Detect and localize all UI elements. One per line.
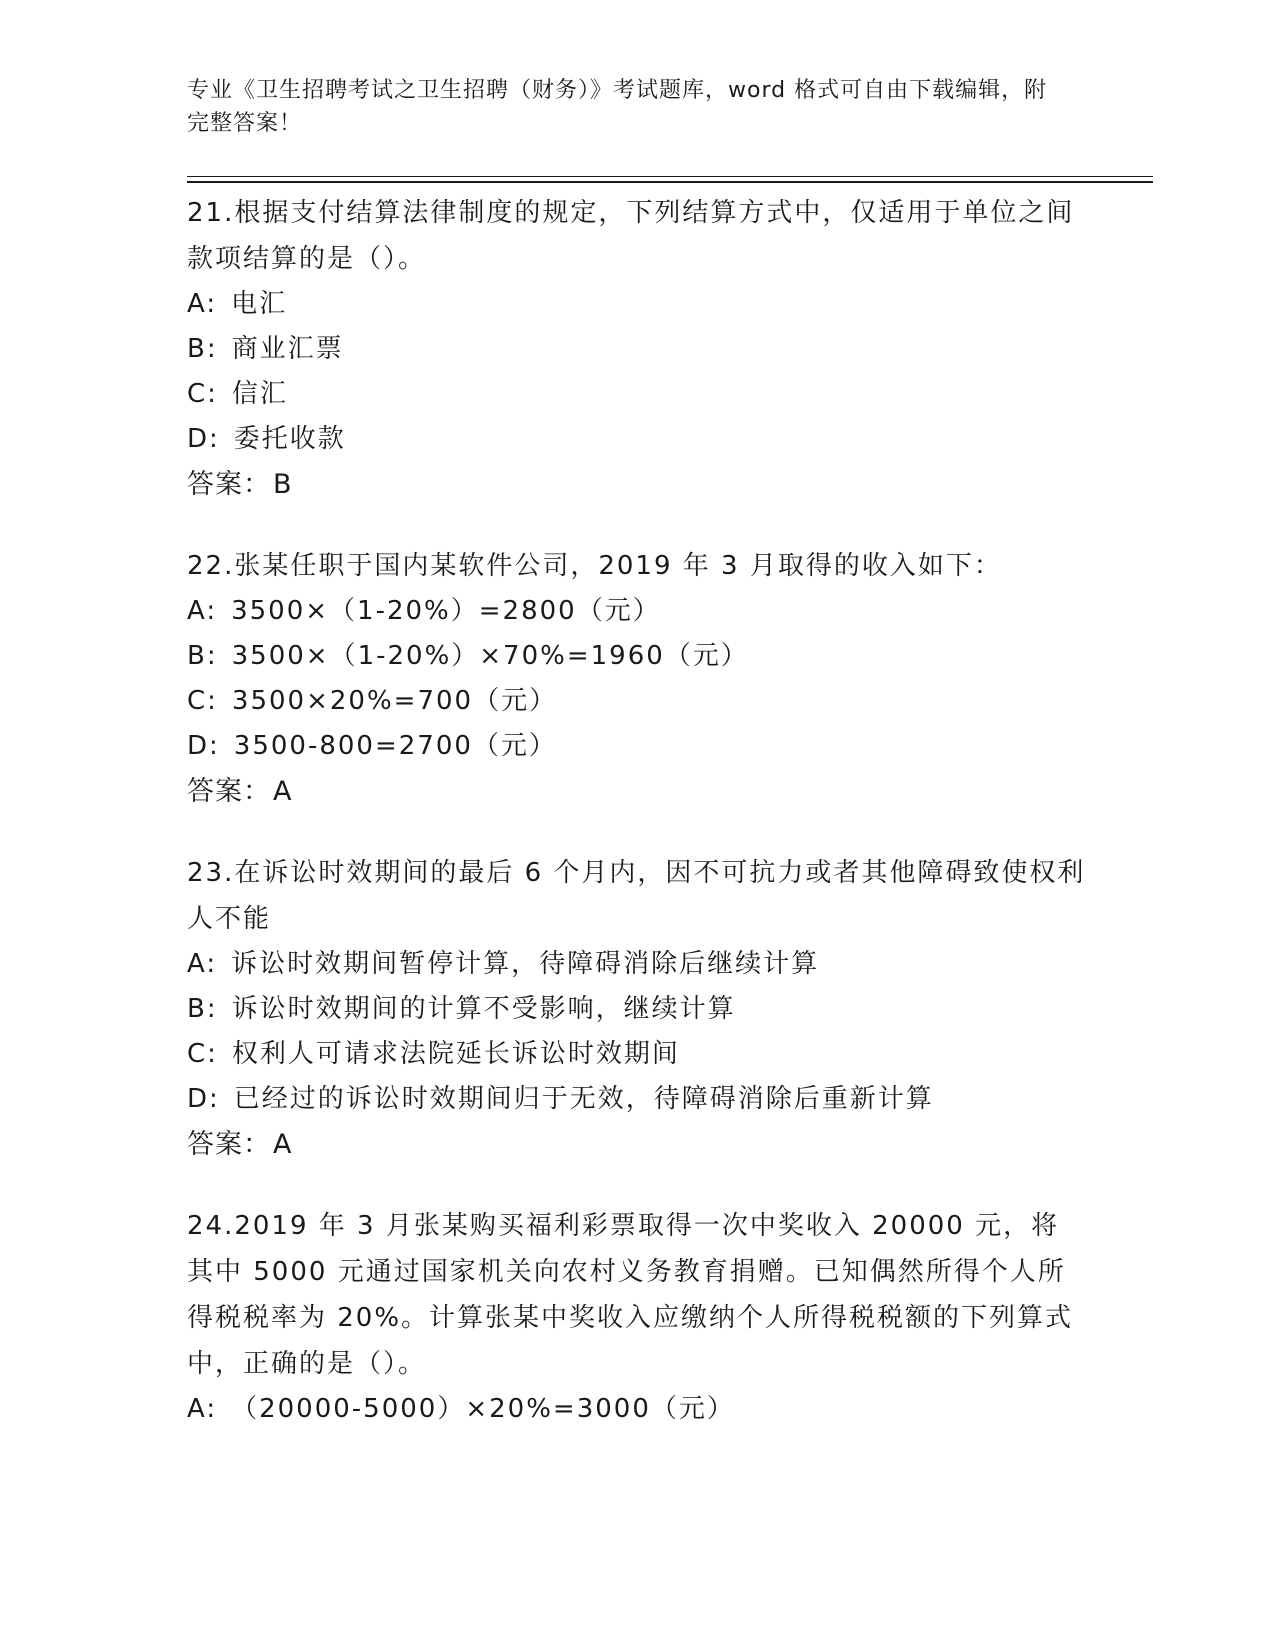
question-23 xyxy=(187,850,1087,1168)
option-text: 商业汇票 xyxy=(231,334,344,364)
answer-label: 答案： xyxy=(187,776,271,807)
option-letter: C: xyxy=(187,1039,218,1069)
answer-label: 答案： xyxy=(187,469,271,500)
option-text: （20000-5000）×20%=3000（元） xyxy=(231,1394,735,1424)
option-letter: B: xyxy=(187,641,218,671)
option-a xyxy=(187,942,1087,987)
answer-line xyxy=(187,462,1087,508)
option-text: 3500×（1-20%）=2800（元） xyxy=(231,596,661,626)
option-a xyxy=(187,1387,1087,1432)
option-d xyxy=(187,417,1087,462)
option-d xyxy=(187,1077,1087,1122)
option-list xyxy=(187,1387,1087,1432)
option-letter: A: xyxy=(187,949,218,979)
answer-value: B xyxy=(273,469,293,500)
question-text: 24.2019 年 3 月张某购买福利彩票取得一次中奖收入 20000 元，将其中 5000 元通过国家机关向农村义务教育捐赠。已知偶然所得个人所得税税率为 20%。计算张某中奖收入应缴纳个人所得税税额的下列算式中，正确的是（）。 xyxy=(187,1211,1074,1379)
option-c xyxy=(187,372,1087,417)
option-text: 诉讼时效期间的计算不受影响，继续计算 xyxy=(231,994,736,1024)
question-21 xyxy=(187,190,1087,508)
answer-label: 答案： xyxy=(187,1129,271,1160)
question-text: 23.在诉讼时效期间的最后 6 个月内，因不可抗力或者其他障碍致使权利人不能 xyxy=(187,858,1086,934)
header-divider-thin xyxy=(187,176,1153,177)
question-text: 22.张某任职于国内某软件公司，2019 年 3 月取得的收入如下： xyxy=(187,551,1002,581)
option-letter: C: xyxy=(187,379,218,409)
header-divider-thick xyxy=(187,181,1153,183)
option-text: 电汇 xyxy=(231,289,288,319)
document-header: 专业《卫生招聘考试之卫生招聘（财务）》考试题库，word 格式可自由下载编辑，附完整答案！ xyxy=(187,78,1048,136)
question-22 xyxy=(187,543,1087,815)
option-list xyxy=(187,942,1087,1122)
answer-value: A xyxy=(273,1129,293,1160)
option-a xyxy=(187,589,1087,634)
option-d xyxy=(187,724,1087,769)
option-text: 3500×（1-20%）×70%=1960（元） xyxy=(231,641,749,671)
option-letter: D: xyxy=(187,731,220,761)
option-letter: D: xyxy=(187,1084,220,1114)
option-b xyxy=(187,634,1087,679)
answer-value: A xyxy=(273,776,293,807)
question-text: 21.根据支付结算法律制度的规定，下列结算方式中，仅适用于单位之间款项结算的是（）。 xyxy=(187,198,1075,274)
option-c xyxy=(187,679,1087,724)
option-letter: B: xyxy=(187,334,218,364)
answer-line xyxy=(187,1122,1087,1168)
option-text: 3500×20%=700（元） xyxy=(231,686,558,716)
option-text: 信汇 xyxy=(231,379,288,409)
option-list xyxy=(187,589,1087,769)
option-letter: C: xyxy=(187,686,218,716)
option-text: 3500-800=2700（元） xyxy=(233,731,557,761)
question-24 xyxy=(187,1203,1087,1432)
option-text: 诉讼时效期间暂停计算，待障碍消除后继续计算 xyxy=(231,949,820,979)
option-b xyxy=(187,327,1087,372)
question-list xyxy=(187,190,1087,1467)
option-list xyxy=(187,282,1087,462)
option-letter: B: xyxy=(187,994,218,1024)
option-letter: D: xyxy=(187,424,220,454)
option-text: 权利人可请求法院延长诉讼时效期间 xyxy=(231,1039,680,1069)
option-c xyxy=(187,1032,1087,1077)
answer-line xyxy=(187,769,1087,815)
option-letter: A: xyxy=(187,596,218,626)
option-b xyxy=(187,987,1087,1032)
option-letter: A: xyxy=(187,1394,218,1424)
option-letter: A: xyxy=(187,289,218,319)
option-text: 已经过的诉讼时效期间归于无效，待障碍消除后重新计算 xyxy=(233,1084,934,1114)
option-a xyxy=(187,282,1087,327)
option-text: 委托收款 xyxy=(233,424,346,454)
